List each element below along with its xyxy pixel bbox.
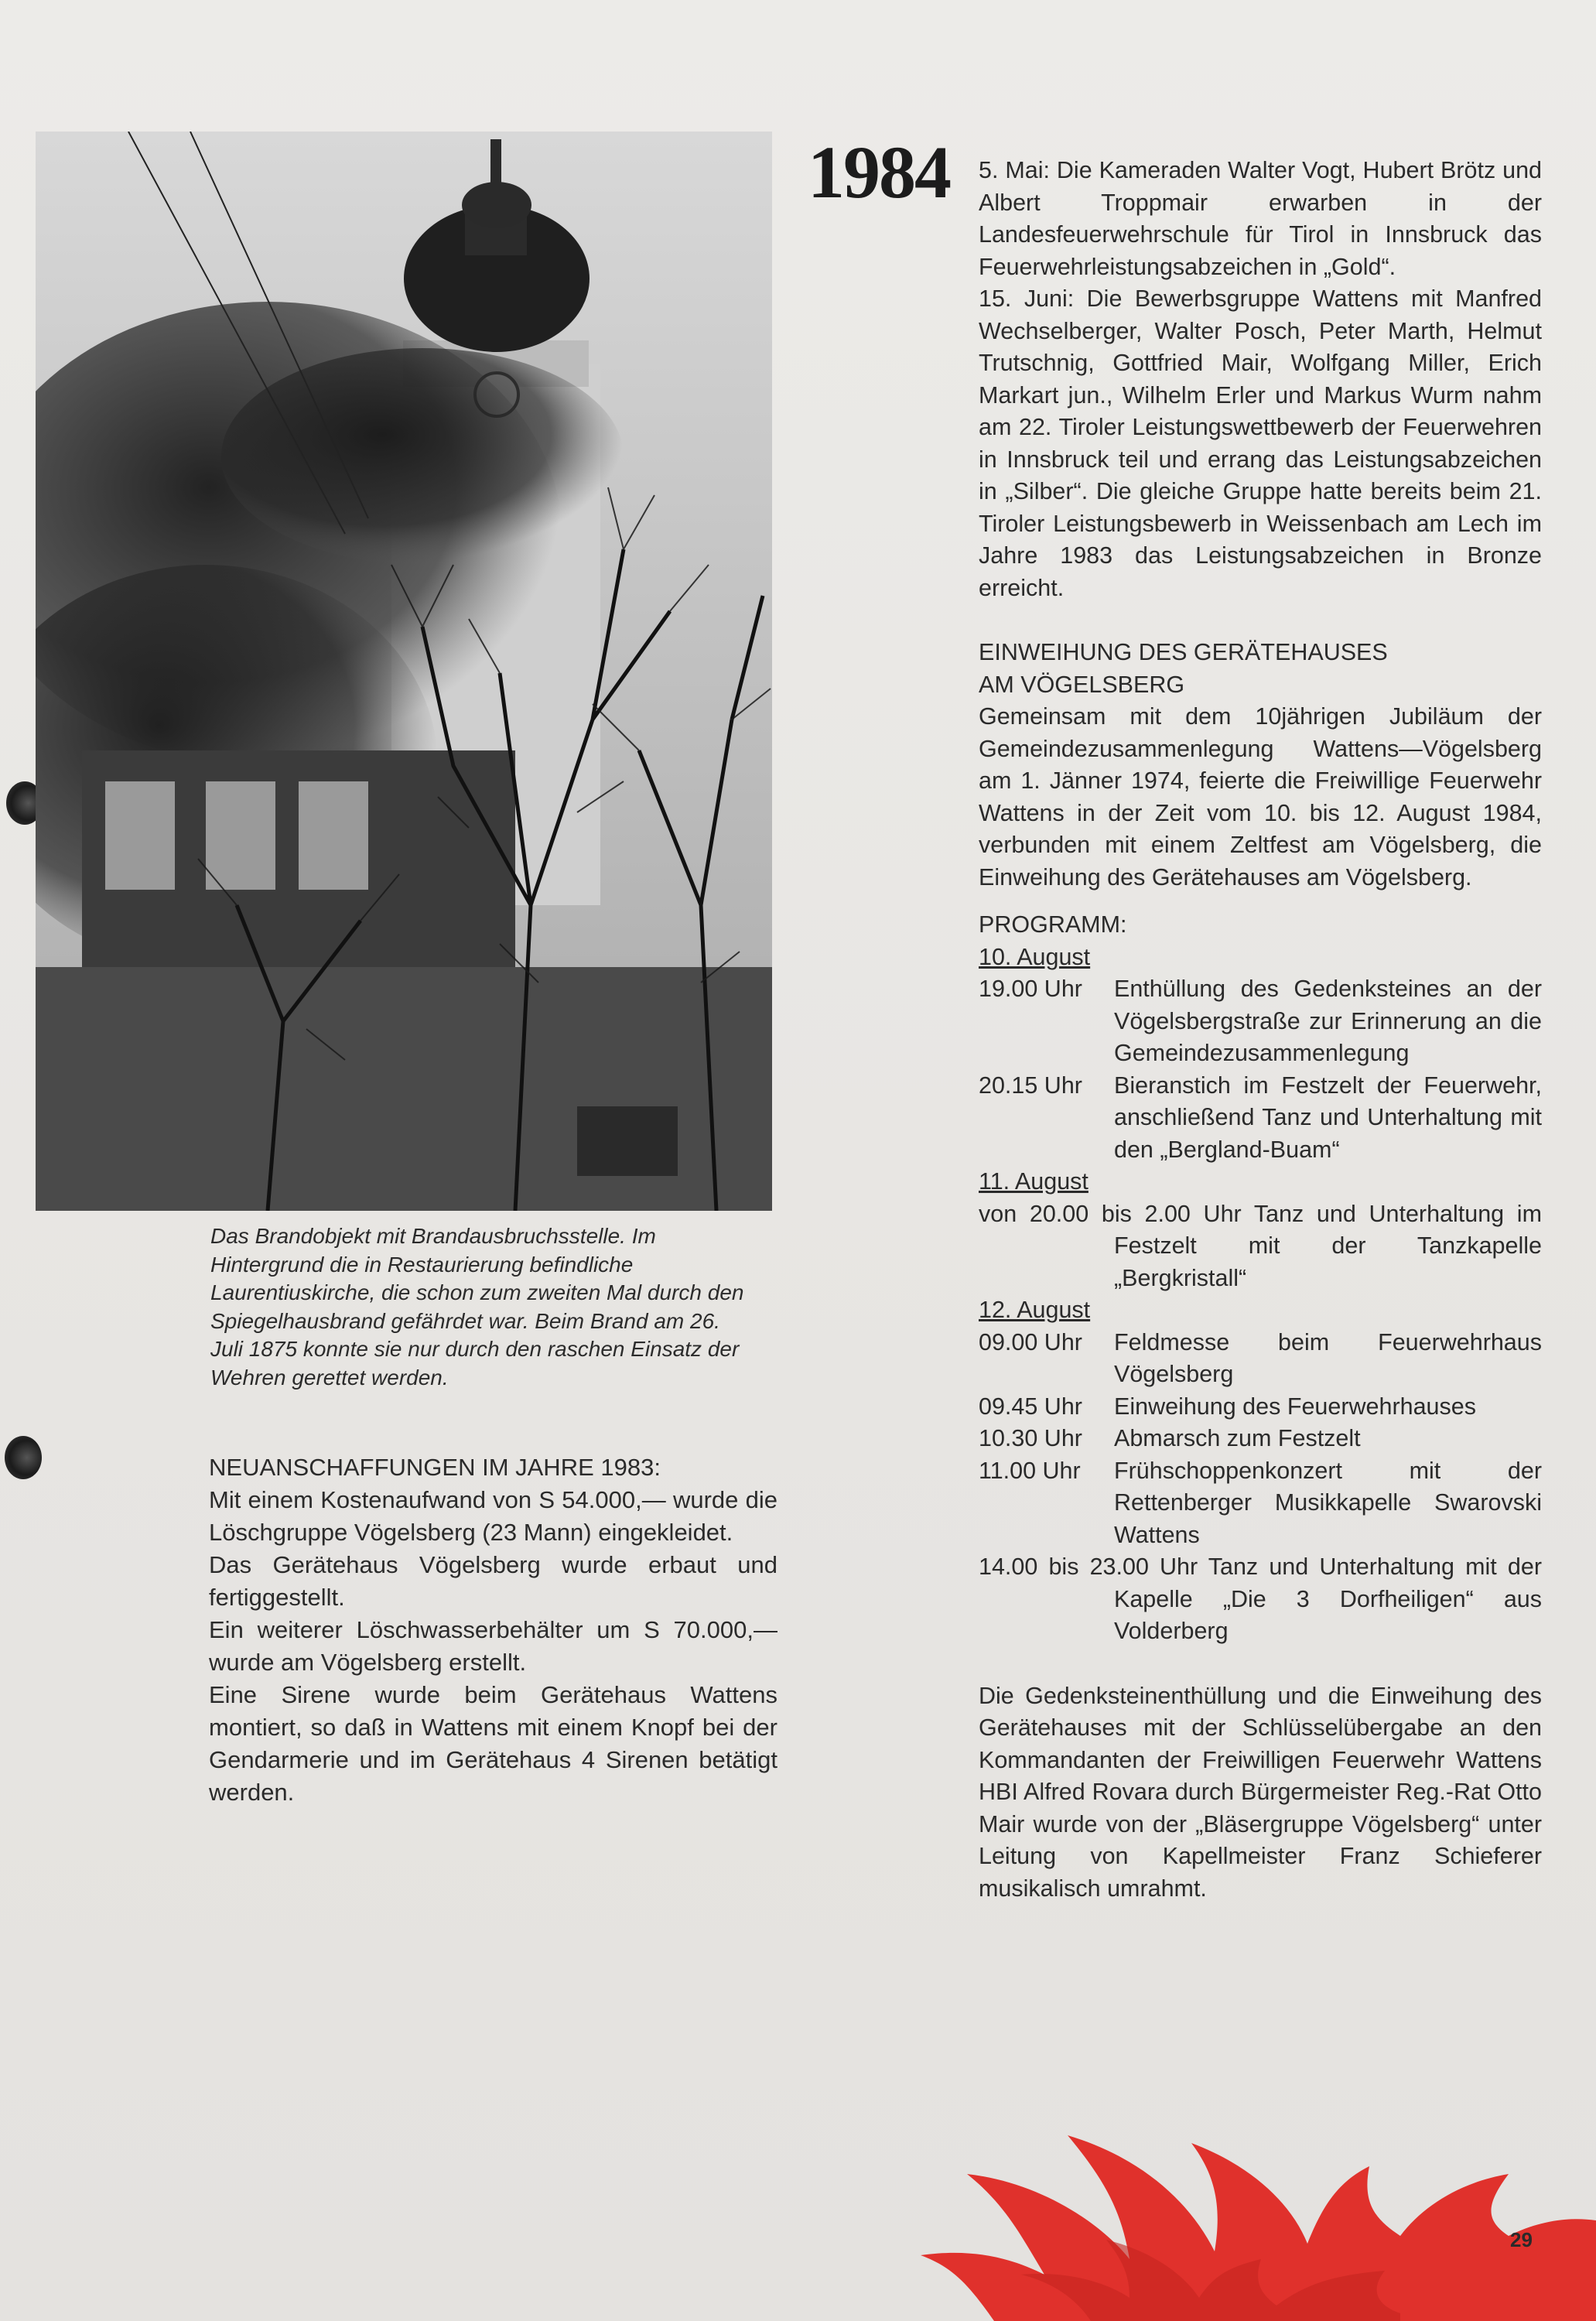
program-label: PROGRAMM:: [979, 911, 1127, 938]
program-item-day2: von 20.00 bis 2.00 Uhr Tanz und Unterhaltung im Festzelt mit der Tanzkapelle „Bergkristall“: [979, 1200, 1542, 1291]
program-date-day3: 12. August: [979, 1297, 1091, 1323]
program-item-last: 14.00 bis 23.00 Uhr Tanz und Unterhaltung mit der Kapelle „Die 3 Dorfheiligen“ aus Volderberg: [979, 1554, 1542, 1644]
einweihung-heading-line1: EINWEIHUNG DES GERÄTEHAUSES: [979, 639, 1388, 665]
program-time: 10.30 Uhr: [979, 1425, 1082, 1451]
program-text: Bieranstich im Festzelt der Feuerwehr, anschließend Tanz und Unterhaltung mit den „Bergland-Buam“: [1114, 1072, 1542, 1163]
program-text: Abmarsch zum Festzelt: [1114, 1425, 1361, 1451]
program-item: [979, 1327, 1542, 1391]
neuanschaffungen-heading: NEUANSCHAFFUNGEN IM JAHRE 1983:: [209, 1454, 661, 1481]
right-column-text: [979, 155, 1542, 1905]
program-date-day1: 10. August: [979, 943, 1091, 970]
program-time: 09.00 Uhr: [979, 1328, 1082, 1355]
church-fire-photo-icon: [36, 132, 772, 1211]
binder-hole-bottom: [5, 1436, 42, 1479]
program-item: [979, 1070, 1542, 1167]
program-item: [979, 1455, 1542, 1552]
program-date-day2: 11. August: [979, 1168, 1088, 1195]
program-time: 19.00 Uhr: [979, 976, 1082, 1002]
closing-paragraph: Die Gedenksteinenthüllung und die Einweihung des Gerätehauses mit der Schlüsselübergabe an den Kommandanten der Freiwilligen Feuerwehr Wattens HBI Alfred Rovara durch Bürgermeister Reg.-Rat Otto Mair wurde von der „Bläsergruppe Vögelsberg“ unter Leitung von Kapellmeister Franz Schieferer musikalisch umrahmt.: [979, 1682, 1542, 1902]
left-paragraph: Ein weiterer Löschwasserbehälter um S 70.000,— wurde am Vögelsberg erstellt.: [209, 1616, 777, 1676]
intro-paragraph: 15. Juni: Die Bewerbsgruppe Wattens mit Manfred Wechselberger, Walter Posch, Peter Marth, Helmut Trutschnig, Gottfried Mair, Wolfgang Miller, Erich Markart jun., Wilhelm Erler und Markus Wurm nahm am 22. Tiroler Leistungswettbewerb der Feuerwehren in Innsbruck teil und errang das Leistungsabzeichen in „Silber“. Die gleiche Gruppe hatte bereits beim 21. Tiroler Leistungsbewerb in Weissenbach am Lech im Jahre 1983 das Leistungsabzeichen in Bronze erreicht.: [979, 285, 1542, 601]
page-number: 29: [1510, 2228, 1533, 2251]
flame-decoration-icon: [921, 2089, 1596, 2321]
intro-paragraph: 5. Mai: Die Kameraden Walter Vogt, Hubert Brötz und Albert Troppmair erwarben in der Landesfeuerwehrschule für Tirol in Innsbruck das Feuerwehrleistungsabzeichen in „Gold“.: [979, 157, 1542, 280]
left-paragraph: Mit einem Kostenaufwand von S 54.000,— wurde die Löschgruppe Vögelsberg (23 Mann) eingekleidet.: [209, 1486, 777, 1546]
photo-caption: Das Brandobjekt mit Brandausbruchsstelle. Im Hintergrund die in Restaurierung befindliche Laurentiuskirche, die schon zum zweiten Mal durch den Spiegelhausbrand gefährdet war. Beim Brand am 26. Juli 1875 konnte sie nur durch den raschen Einsatz der Wehren gerettet werden.: [210, 1224, 744, 1390]
program-text: Einweihung des Feuerwehrhauses: [1114, 1393, 1476, 1420]
left-paragraph: Eine Sirene wurde beim Gerätehaus Wattens montiert, so daß in Wattens mit einem Knopf bei der Gendarmerie und im Gerätehaus 4 Sirenen betätigt werden.: [209, 1681, 777, 1806]
program-item: [979, 1423, 1542, 1455]
program-time: 09.45 Uhr: [979, 1393, 1082, 1420]
fire-photograph: [36, 132, 772, 1211]
program-time: 20.15 Uhr: [979, 1072, 1082, 1099]
program-text: Frühschoppenkonzert mit der Rettenberger Musikkapelle Swarovski Wattens: [1114, 1457, 1542, 1548]
year-heading: 1984: [808, 131, 950, 214]
program-text: Feldmesse beim Feuerwehrhaus Vögelsberg: [1114, 1328, 1542, 1387]
einweihung-body: Gemeinsam mit dem 10jährigen Jubiläum der Gemeindezusammenlegung Wattens—Vögelsberg am 1. Jänner 1974, feierte die Freiwillige Feuerwehr Wattens in der Zeit vom 10. bis 12. August 1984, verbunden mit einem Zeltfest am Vögelsberg, die Einweihung des Gerätehauses am Vögelsberg.: [979, 703, 1542, 890]
einweihung-heading-line2: AM VÖGELSBERG: [979, 671, 1185, 698]
program-item: [979, 1391, 1542, 1424]
program-time: 11.00 Uhr: [979, 1457, 1081, 1484]
left-column-text: [209, 1451, 777, 1809]
program-text: Enthüllung des Gedenksteines an der Vögelsbergstraße zur Erinnerung an die Gemeindezusammenlegung: [1114, 976, 1542, 1066]
left-paragraph: Das Gerätehaus Vögelsberg wurde erbaut und fertiggestellt.: [209, 1551, 777, 1611]
program-item: [979, 973, 1542, 1070]
